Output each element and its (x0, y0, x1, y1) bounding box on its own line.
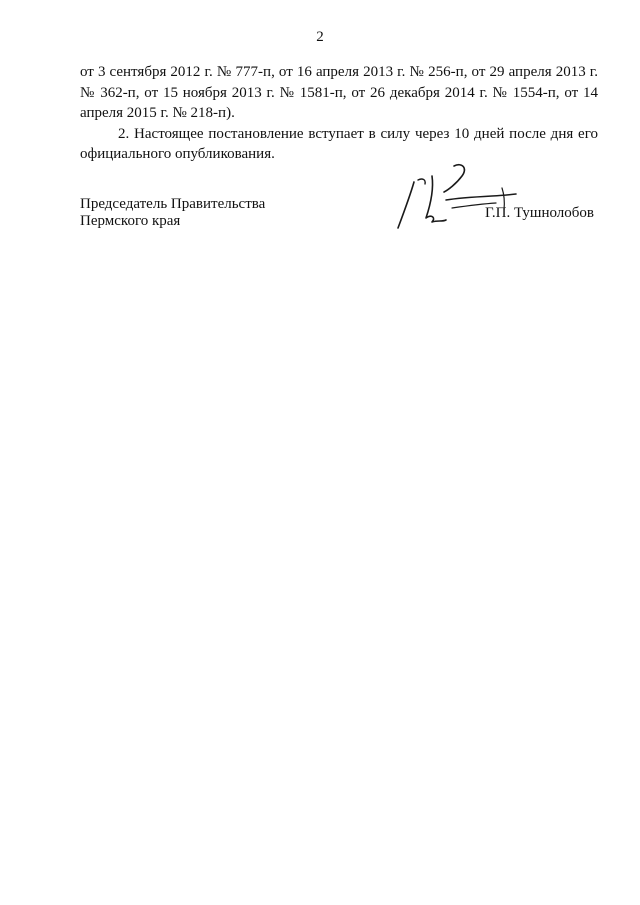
signatory-title-line-1: Председатель Правительства (80, 196, 266, 212)
handwritten-signature-icon (392, 160, 522, 232)
page-number: 2 (316, 29, 324, 45)
signatory-name: Г.П. Тушнолобов (484, 205, 594, 221)
document-body (80, 62, 598, 165)
signatory-title (80, 196, 265, 230)
paragraph-continuation: от 3 сентября 2012 г. № 777-п, от 16 апреля 2013 г. № 256-п, от 29 апреля 2013 г. № 362-п, от 15 ноября 2013 г. № 1581-п, от 26 декабря 2014 г. № 1554-п, от 14 апреля 2015 г. № 218-п). (80, 64, 598, 121)
signatory-title-line-2: Пермского края (80, 213, 181, 229)
paragraph-effective-date: 2. Настоящее постановление вступает в силу через 10 дней после дня его официального опубликования. (80, 125, 598, 162)
